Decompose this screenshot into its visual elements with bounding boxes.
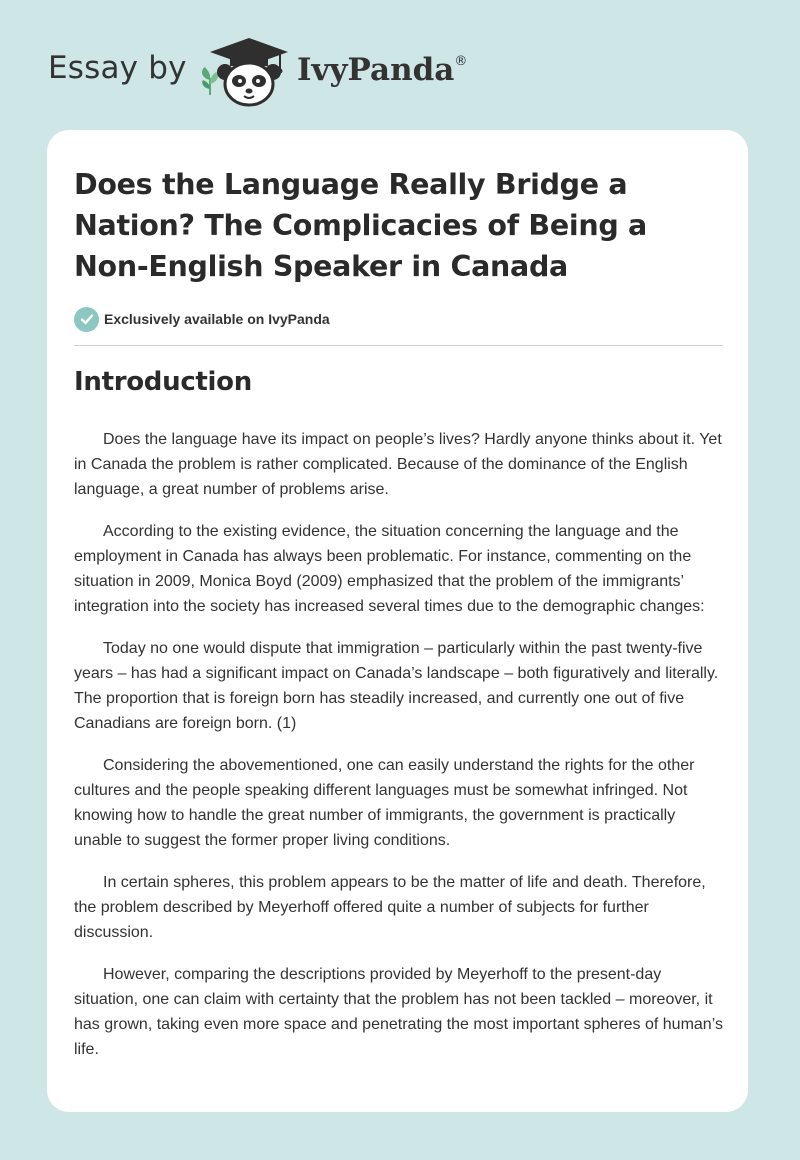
essay-body bbox=[74, 427, 726, 1079]
essay-title: Does the Language Really Bridge a Nation? The Complicacies of Being a Non-English Speaker in Canada bbox=[74, 168, 647, 283]
registered-mark: ® bbox=[454, 54, 468, 69]
brand-name[interactable]: IvyPanda® bbox=[297, 52, 468, 88]
block-quote-paragraph: Today no one would dispute that immigration – particularly within the past twenty-five years – has had a significant impact on Canada’s landscape – both figuratively and literally. The proportion that is foreign born has steadily increased, and currently one out of five Canadians are foreign born. (1) bbox=[74, 640, 719, 732]
paragraph: In certain spheres, this problem appears to be the matter of life and death. Therefore, the problem described by Meyerhoff offered quite a number of subjects for further discussion. bbox=[74, 874, 706, 941]
site-header bbox=[0, 0, 800, 130]
essay-card bbox=[47, 130, 748, 1112]
paragraph: Considering the abovementioned, one can easily understand the rights for the other cultures and the people speaking different languages must be somewhat infringed. Not knowing how to handle the great number of immigrants, the government is practically unable to suggest the former proper living conditions. bbox=[74, 757, 695, 849]
exclusive-badge bbox=[74, 306, 330, 332]
divider bbox=[74, 345, 723, 346]
paragraph: According to the existing evidence, the situation concerning the language and the employment in Canada has always been problematic. For instance, commenting on the situation in 2009, Monica Boyd (2009) emphasized that the problem of the immigrants’ integration into the society has increased several times due to the demographic changes: bbox=[74, 523, 705, 615]
panda-graduation-cap-icon[interactable] bbox=[208, 36, 290, 108]
check-circle-icon bbox=[74, 307, 99, 332]
section-heading: Introduction bbox=[74, 367, 252, 397]
paragraph: Does the language have its impact on people’s lives? Hardly anyone thinks about it. Yet in Canada the problem is rather complicated. Because of the dominance of the English language, a great number of problems arise. bbox=[74, 431, 722, 498]
exclusive-badge-label: Exclusively available on IvyPanda bbox=[104, 311, 330, 327]
essay-by-label: Essay by bbox=[48, 50, 187, 86]
paragraph: However, comparing the descriptions provided by Meyerhoff to the present-day situation, one can claim with certainty that the problem has not been tackled – moreover, it has grown, taking even more space and penetrating the most important spheres of human’s life. bbox=[74, 966, 723, 1058]
